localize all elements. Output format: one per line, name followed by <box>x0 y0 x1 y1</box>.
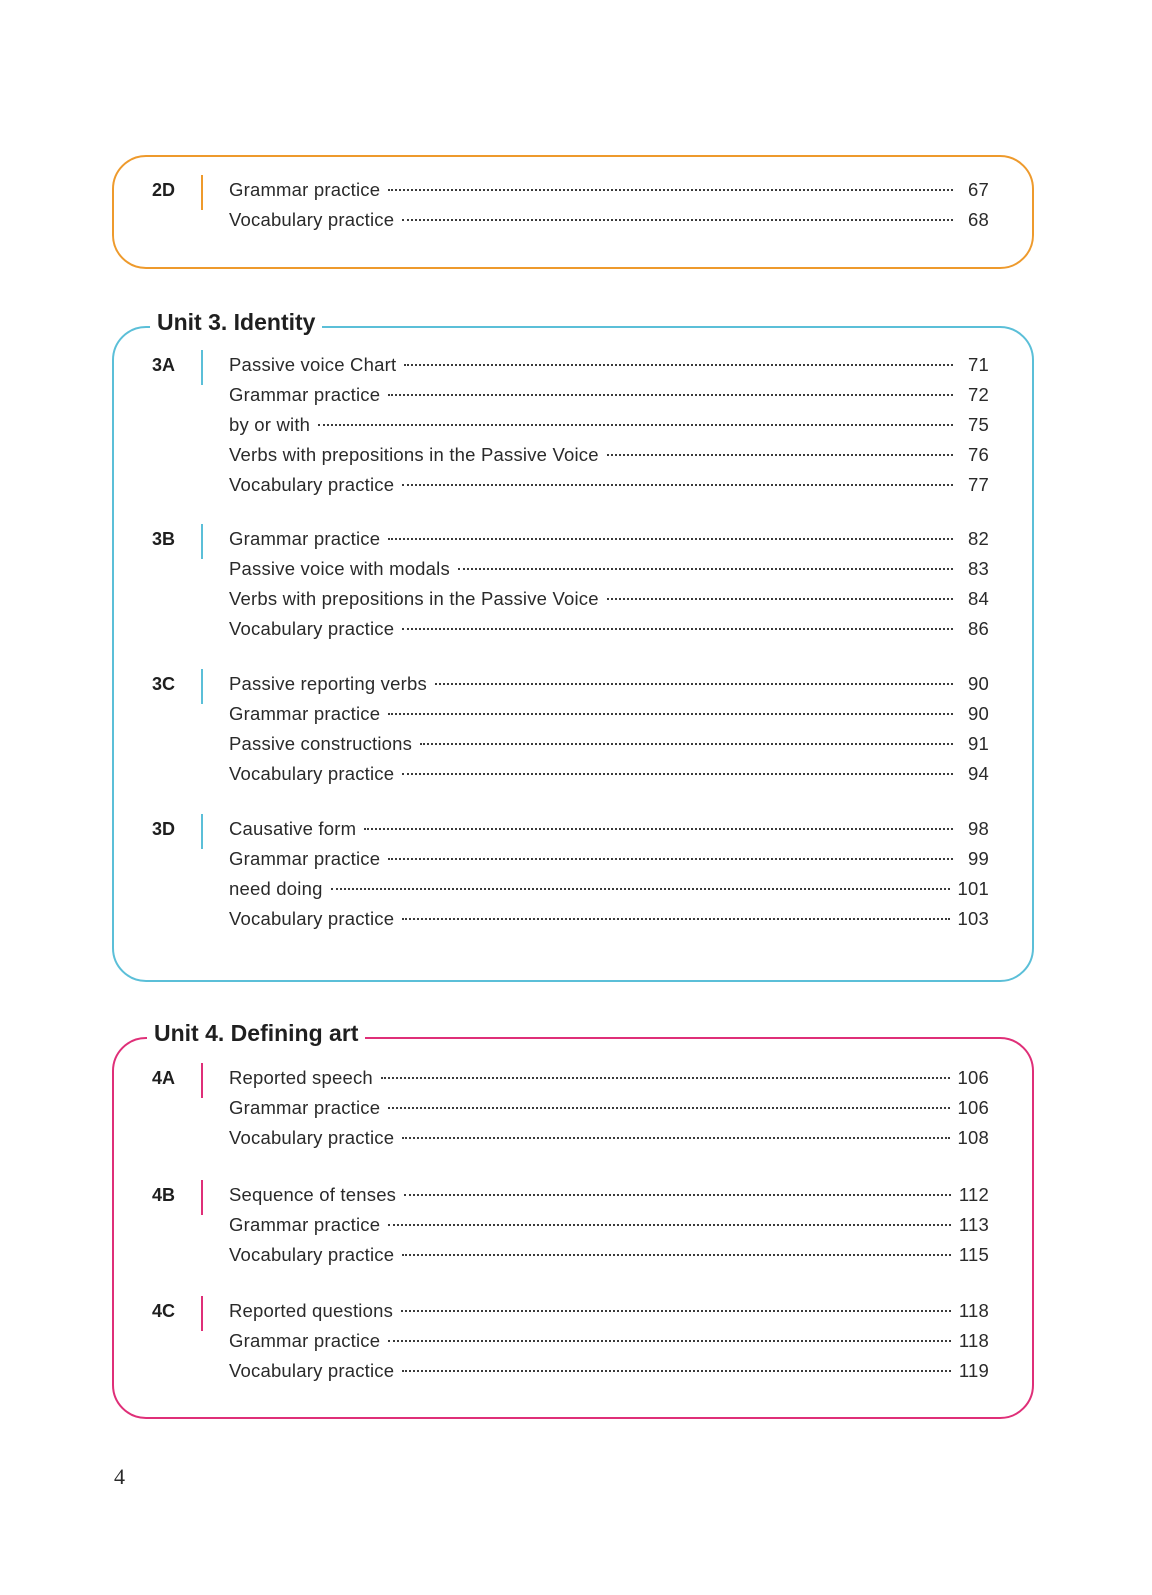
toc-entry[interactable] <box>229 669 989 699</box>
toc-entry[interactable] <box>229 1210 989 1240</box>
toc-entry[interactable] <box>229 699 989 729</box>
section-divider <box>201 524 203 559</box>
dot-leader <box>404 364 953 366</box>
entry-title: Grammar practice <box>229 1097 381 1118</box>
entry-title: Reported questions <box>229 1300 394 1321</box>
entry-page: 84 <box>968 588 989 609</box>
section-label: 3C <box>152 674 176 694</box>
dot-leader <box>388 394 953 396</box>
dot-leader <box>420 743 953 745</box>
toc-entry[interactable] <box>229 584 989 614</box>
toc-entry[interactable] <box>229 1063 989 1093</box>
section-divider <box>201 1180 203 1215</box>
dot-leader <box>381 1077 950 1079</box>
entry-page: 68 <box>968 209 989 230</box>
dot-leader <box>318 424 953 426</box>
page-number: 4 <box>114 1464 125 1489</box>
entry-title: Vocabulary practice <box>229 474 395 495</box>
entry-page: 71 <box>968 354 989 375</box>
entry-page: 106 <box>957 1067 989 1088</box>
section-entries <box>229 814 989 934</box>
dot-leader <box>364 828 953 830</box>
dot-leader <box>388 713 953 715</box>
toc-box-unit-4 <box>112 1020 1034 1419</box>
entry-page: 77 <box>968 474 989 495</box>
toc-entry[interactable] <box>229 380 989 410</box>
section-entries <box>229 350 989 500</box>
toc-entry[interactable] <box>229 470 989 500</box>
toc-entry[interactable] <box>229 205 989 235</box>
entry-page: 67 <box>968 179 989 200</box>
dot-leader <box>402 1254 951 1256</box>
dot-leader <box>402 628 953 630</box>
dot-leader <box>402 484 953 486</box>
dot-leader <box>402 773 953 775</box>
entry-title: Vocabulary practice <box>229 1127 395 1148</box>
toc-entry[interactable] <box>229 410 989 440</box>
entry-page: 90 <box>968 673 989 694</box>
section-label: 3A <box>152 355 176 375</box>
section-entries <box>229 1296 989 1386</box>
toc-entry[interactable] <box>229 874 989 904</box>
dot-leader <box>607 454 953 456</box>
toc-entry[interactable] <box>229 759 989 789</box>
dot-leader <box>331 888 950 890</box>
entry-page: 94 <box>968 763 989 784</box>
toc-box-unit-3 <box>112 309 1034 982</box>
entry-title: Vocabulary practice <box>229 209 395 230</box>
section-divider <box>201 1063 203 1098</box>
entry-page: 72 <box>968 384 989 405</box>
toc-entry[interactable] <box>229 1326 989 1356</box>
toc-entry[interactable] <box>229 1123 989 1153</box>
entry-title: Passive constructions <box>229 733 413 754</box>
dot-leader <box>388 1107 949 1109</box>
entry-page: 118 <box>958 1300 989 1321</box>
section-label: 2D <box>152 180 176 200</box>
entry-title: Grammar practice <box>229 528 381 549</box>
entry-title: by or with <box>229 414 311 435</box>
entry-title: Vocabulary practice <box>229 618 395 639</box>
toc-entry[interactable] <box>229 175 989 205</box>
toc-entry[interactable] <box>229 554 989 584</box>
unit-4-title: Unit 4. Defining art <box>147 1017 365 1049</box>
entry-page: 83 <box>968 558 989 579</box>
dot-leader <box>458 568 953 570</box>
entry-title: Verbs with prepositions in the Passive Voice <box>229 444 599 465</box>
dot-leader <box>388 1224 951 1226</box>
toc-entry[interactable] <box>229 440 989 470</box>
toc-entry[interactable] <box>229 729 989 759</box>
entry-title: Reported speech <box>229 1067 373 1088</box>
dot-leader <box>402 219 953 221</box>
entry-title: Grammar practice <box>229 179 381 200</box>
entry-page: 115 <box>958 1244 989 1265</box>
section-entries <box>229 524 989 644</box>
section-divider <box>201 669 203 704</box>
section-label: 3D <box>152 819 176 839</box>
entry-page: 108 <box>957 1127 989 1148</box>
section-divider <box>201 814 203 849</box>
entry-title: Grammar practice <box>229 848 381 869</box>
toc-entry[interactable] <box>229 524 989 554</box>
entry-title: Grammar practice <box>229 384 381 405</box>
entry-page: 118 <box>958 1330 989 1351</box>
entry-title: Grammar practice <box>229 1214 381 1235</box>
toc-entry[interactable] <box>229 350 989 380</box>
toc-entry[interactable] <box>229 1240 989 1270</box>
entry-page: 90 <box>968 703 989 724</box>
dot-leader <box>401 1310 951 1312</box>
entry-title: Passive voice with modals <box>229 558 450 579</box>
section-entries <box>229 175 989 235</box>
entry-page: 103 <box>957 908 989 929</box>
dot-leader <box>388 858 953 860</box>
entry-page: 99 <box>968 848 989 869</box>
unit-3-title: Unit 3. Identity <box>150 306 322 338</box>
section-label: 4A <box>152 1068 176 1088</box>
dot-leader <box>607 598 953 600</box>
dot-leader <box>388 189 953 191</box>
toc-entry[interactable] <box>229 1093 989 1123</box>
section-divider <box>201 175 203 210</box>
entry-page: 101 <box>957 878 989 899</box>
section-divider <box>201 1296 203 1331</box>
entry-page: 113 <box>958 1214 989 1235</box>
entry-page: 112 <box>958 1184 989 1205</box>
section-entries <box>229 1063 989 1153</box>
dot-leader <box>388 538 953 540</box>
section-entries <box>229 1180 989 1270</box>
entry-title: Passive reporting verbs <box>229 673 427 694</box>
section-label: 4C <box>152 1301 176 1321</box>
toc-entry[interactable] <box>229 1296 989 1326</box>
section-entries <box>229 669 989 789</box>
entry-title: need doing <box>229 878 323 899</box>
toc-entry[interactable] <box>229 844 989 874</box>
toc-entry[interactable] <box>229 614 989 644</box>
dot-leader <box>388 1340 951 1342</box>
entry-page: 106 <box>957 1097 989 1118</box>
toc-entry[interactable] <box>229 904 989 934</box>
dot-leader <box>402 918 949 920</box>
entry-page: 98 <box>968 818 989 839</box>
dot-leader <box>402 1137 949 1139</box>
entry-title: Vocabulary practice <box>229 1244 395 1265</box>
entry-title: Grammar practice <box>229 703 381 724</box>
entry-title: Sequence of tenses <box>229 1184 397 1205</box>
toc-entry[interactable] <box>229 1180 989 1210</box>
dot-leader <box>404 1194 951 1196</box>
entry-title: Vocabulary practice <box>229 908 395 929</box>
dot-leader <box>402 1370 951 1372</box>
dot-leader <box>435 683 953 685</box>
entry-title: Vocabulary practice <box>229 763 395 784</box>
entry-title: Vocabulary practice <box>229 1360 395 1381</box>
toc-entry[interactable] <box>229 814 989 844</box>
entry-page: 91 <box>968 733 989 754</box>
section-divider <box>201 350 203 385</box>
entry-page: 119 <box>958 1360 989 1381</box>
section-label: 3B <box>152 529 176 549</box>
section-label: 4B <box>152 1185 176 1205</box>
entry-title: Passive voice Chart <box>229 354 397 375</box>
entry-title: Grammar practice <box>229 1330 381 1351</box>
entry-page: 75 <box>968 414 989 435</box>
entry-title: Causative form <box>229 818 357 839</box>
entry-page: 76 <box>968 444 989 465</box>
entry-page: 82 <box>968 528 989 549</box>
toc-box-2d <box>112 155 1034 269</box>
entry-title: Verbs with prepositions in the Passive Voice <box>229 588 599 609</box>
toc-entry[interactable] <box>229 1356 989 1386</box>
entry-page: 86 <box>968 618 989 639</box>
